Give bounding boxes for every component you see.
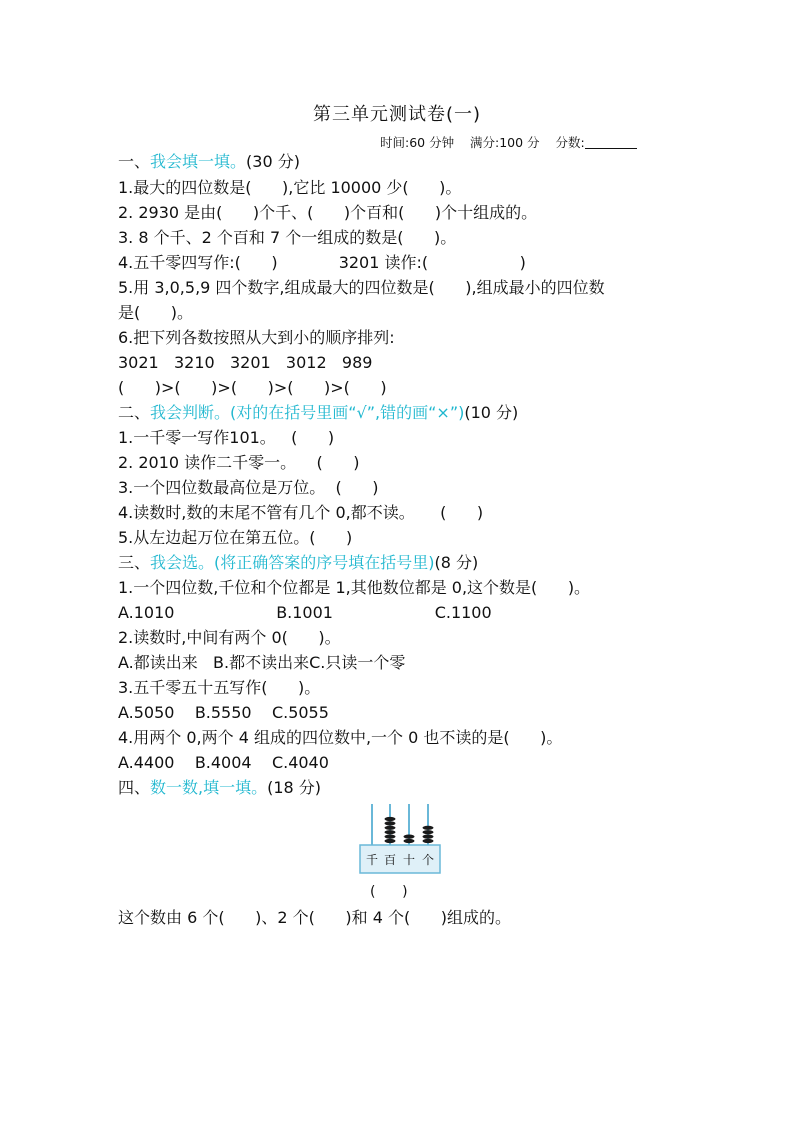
section-2-heading [118, 403, 518, 423]
time-limit: 时间:60 分钟 [380, 135, 455, 150]
section-points: (30 分) [246, 152, 300, 171]
abacus-figure [359, 803, 441, 877]
abacus-bead [423, 835, 434, 839]
section-4-heading [118, 778, 321, 798]
section-title: 我会填一填。 [150, 152, 247, 171]
abacus-place-label: 个 [421, 853, 435, 867]
question-1-4: 4.五千零四写作:( ) 3201 读作:( ) [118, 253, 526, 272]
section-title: 我会选。(将正确答案的序号填在括号里) [150, 553, 435, 572]
abacus-place-label: 百 [383, 853, 397, 867]
abacus-bead [385, 817, 396, 821]
question-2-3: 3.一个四位数最高位是万位。 ( ) [118, 478, 379, 497]
abacus-svg [359, 803, 441, 877]
section-number: 一、 [118, 152, 151, 171]
question-1-3: 3. 8 个千、2 个百和 7 个一组成的数是( )。 [118, 228, 457, 247]
abacus-bead [385, 839, 396, 843]
section-title: 我会判断。(对的在括号里画“√”,错的画“×”) [150, 403, 465, 422]
question-1-6-answer: ( )>( )>( )>( )>( ) [118, 378, 387, 397]
question-1-2: 2. 2930 是由( )个千、( )个百和( )个十组成的。 [118, 203, 538, 222]
question-1-5-line1: 5.用 3,0,5,9 四个数字,组成最大的四位数是( ),组成最小的四位数 [118, 278, 605, 297]
section-1-heading [118, 152, 300, 172]
question-2-1: 1.一千零一写作101。 ( ) [118, 428, 335, 447]
abacus-bead [385, 830, 396, 834]
abacus-answer-blank: ( ) [370, 884, 408, 900]
question-3-2-options: A.都读出来 B.都不读出来C.只读一个零 [118, 653, 406, 672]
question-2-4: 4.读数时,数的末尾不管有几个 0,都不读。 ( ) [118, 503, 484, 522]
exam-meta [380, 133, 637, 151]
abacus-bead [385, 821, 396, 825]
page-title: 第三单元测试卷(一) [312, 104, 482, 125]
section-number: 二、 [118, 403, 151, 422]
abacus-place-label: 千 [365, 853, 379, 867]
question-4-1: 这个数由 6 个( )、2 个( )和 4 个( )组成的。 [118, 908, 511, 927]
question-1-6: 6.把下列各数按照从大到小的顺序排列: [118, 328, 395, 347]
question-3-3-options: A.5050 B.5550 C.5055 [118, 703, 329, 722]
abacus-place-label: 十 [402, 853, 416, 867]
question-1-5-line2: 是( )。 [118, 303, 194, 322]
question-2-5: 5.从左边起万位在第五位。( ) [118, 528, 353, 547]
abacus-bead [423, 830, 434, 834]
section-points: (8 分) [434, 553, 479, 572]
question-3-1: 1.一个四位数,千位和个位都是 1,其他数位都是 0,这个数是( )。 [118, 578, 591, 597]
abacus-bead [385, 826, 396, 830]
full-score: 满分:100 分 [470, 135, 540, 150]
question-3-4-options: A.4400 B.4004 C.4040 [118, 753, 329, 772]
section-3-heading [118, 553, 478, 573]
question-2-2: 2. 2010 读作二千零一。 ( ) [118, 453, 360, 472]
question-3-4: 4.用两个 0,两个 4 组成的四位数中,一个 0 也不读的是( )。 [118, 728, 563, 747]
question-3-2: 2.读数时,中间有两个 0( )。 [118, 628, 341, 647]
question-1-6-numbers: 3021 3210 3201 3012 989 [118, 353, 373, 372]
question-3-3: 3.五千零五十五写作( )。 [118, 678, 321, 697]
section-title: 数一数,填一填。 [150, 778, 268, 797]
section-number: 四、 [118, 778, 151, 797]
section-number: 三、 [118, 553, 151, 572]
section-points: (10 分) [464, 403, 519, 422]
abacus-bead [385, 835, 396, 839]
abacus-bead [404, 839, 415, 843]
question-1-1: 1.最大的四位数是( ),它比 10000 少( )。 [118, 178, 462, 197]
question-3-1-options: A.1010 B.1001 C.1100 [118, 603, 492, 622]
abacus-bead [423, 826, 434, 830]
score-blank[interactable] [585, 136, 637, 149]
section-points: (18 分) [267, 778, 322, 797]
score-label: 分数: [555, 135, 585, 150]
abacus-bead [404, 835, 415, 839]
abacus-bead [423, 839, 434, 843]
